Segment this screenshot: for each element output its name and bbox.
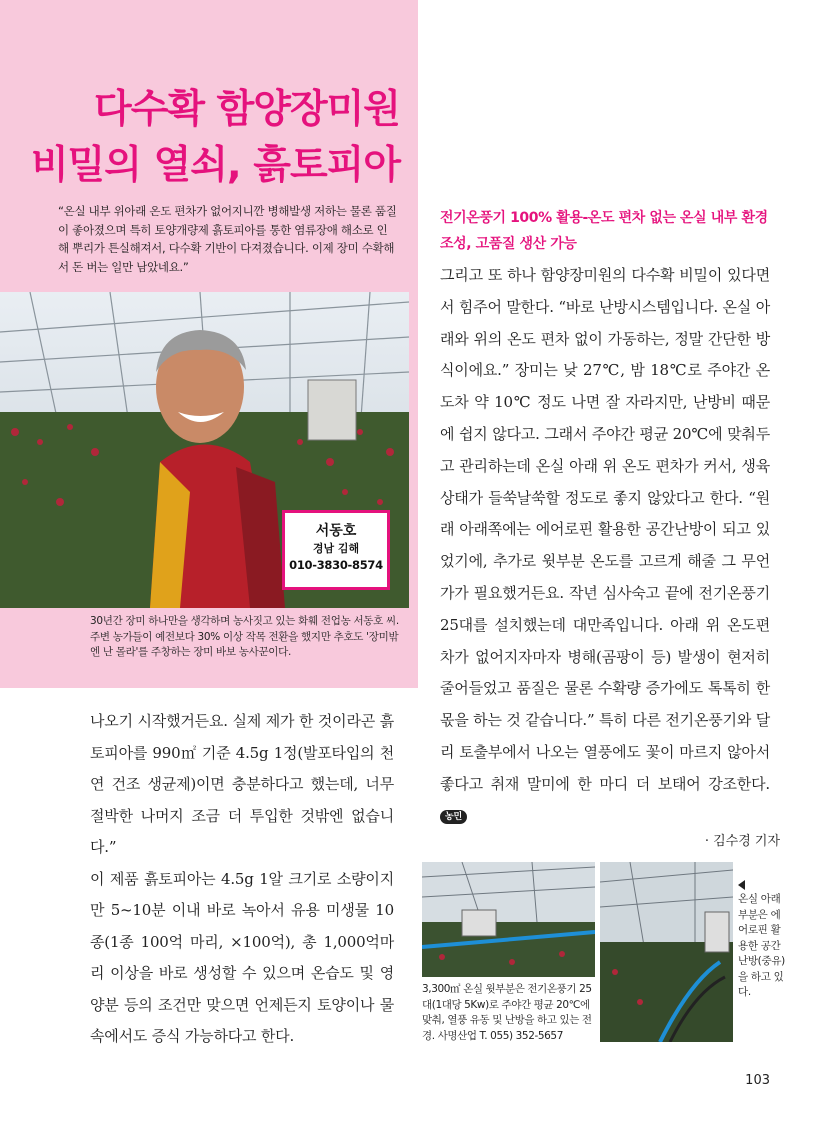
profile-name: 서동호	[315, 523, 357, 539]
page-number: 103	[745, 1073, 770, 1088]
heater-photo-caption: 3,300㎡ 온실 윗부분은 전기온풍기 25대(1대당 5Kw)로 주야간 평균 20℃에 맞춰, 열풍 유동 및 난방을 하고 있는 전경. 사명산업 T. 055) 352-5657	[422, 983, 592, 1042]
section-subhead: 전기온풍기 100% 활용-온도 편차 없는 온실 내부 환경조성, 고품질 생산 가능	[440, 210, 768, 252]
end-mark-icon: 농민	[440, 810, 467, 824]
headline-line-2: 비밀의 열쇠, 흙토피아	[30, 143, 400, 188]
headline-line-1: 다수확 함양장미원	[94, 87, 400, 132]
byline: · 김수경 기자	[704, 834, 780, 849]
left-triangle-icon	[738, 880, 745, 890]
aerofin-photo	[600, 862, 733, 1042]
right-body-text	[440, 260, 770, 832]
headline	[0, 82, 400, 194]
left-body-text	[90, 706, 394, 1053]
aerofin-caption-text: 온실 아래부분은 에어로핀 활용한 공간난방(중유)을 하고 있다.	[738, 893, 785, 998]
profile-card	[282, 510, 390, 590]
profile-phone: 010-3830-8574	[289, 558, 383, 572]
right-paragraph: 그리고 또 하나 함양장미원의 다수확 비밀이 있다면서 힘주어 말한다. “바로 난방시스템입니다. 온실 아래와 위의 온도 편차 없이 가동하는, 정말 간단한 방식이에요.” 장미는 낮 27℃, 밤 18℃로 주야간 온도차 약 10℃ 정도 나면 잘 자라지만, 난방비 때문에 쉽지 않다고. 그래서 주야간 평균 20℃에 맞춰두고 관리하는데 온실 아래 위 온도 편차가 커서, 생육상태가 들쑥날쑥할 정도로 좋지 않았다고 한다. “원래 아래쪽에는 에어로핀 활용한 공간난방이 되고 있었기에, 추가로 윗부분 온도를 고르게 해줄 그 무언가가 필요했거든요. 작년 심사숙고 끝에 전기온풍기 25대를 설치했는데 대만족입니다. 아래 위 온도편차가 없어지자마자 병해(곰팡이 등) 발생이 현저히 줄어들었고 품질은 물론 수확량 증가에도 톡톡히 한몫을 하는 것 같습니다.” 특히 다른 전기온풍기와 달리 토출부에서 나오는 열풍에도 꽃이 마르지 않아서 좋다고 취재 말미에 한 마디 더 보태어 강조한다.	[440, 266, 770, 793]
aerofin-photo-caption	[738, 880, 788, 1001]
lead-quote: “온실 내부 위아래 온도 편차가 없어지니깐 병해발생 저하는 물론 품질이 좋아졌으며 특히 토양개량제 흙토피아를 통한 염류장애 해소로 인해 뿌리가 튼실해져서, 다수확 기반이 다져졌습니다. 이제 장미 수확해서 돈 버는 일만 남았네요.”	[58, 204, 397, 274]
profile-region: 경남 김해	[312, 542, 360, 555]
heater-photo	[422, 862, 595, 977]
left-paragraph-1: 나오기 시작했거든요. 실제 제가 한 것이라곤 흙토피아를 990㎡ 기준 4.5g 1정(발포타입의 천연 건조 생균제)이면 충분하다고 했는데, 너무 절박한 나머지 조금 더 투입한 것밖엔 없습니다.”	[90, 712, 394, 856]
left-paragraph-2: 이 제품 흙토피아는 4.5g 1알 크기로 소량이지만 5~10분 이내 바로 녹아서 유용 미생물 10종(1종 100억 마리, ×100억), 총 1,000억마리 이상을 바로 생성할 수 있으며 온습도 및 영양분 등의 조건만 맞으면 언제든지 토양이나 물속에서도 증식 가능하다고 한다.	[90, 869, 394, 1045]
main-photo-caption: 30년간 장미 하나만을 생각하며 농사짓고 있는 화훼 전업농 서동호 씨. 주변 농가들이 예전보다 30% 이상 작목 전환을 했지만 추호도 '장미밖엔 난 몰라'를 주창하는 장미 바보 농사꾼이다.	[90, 615, 399, 658]
